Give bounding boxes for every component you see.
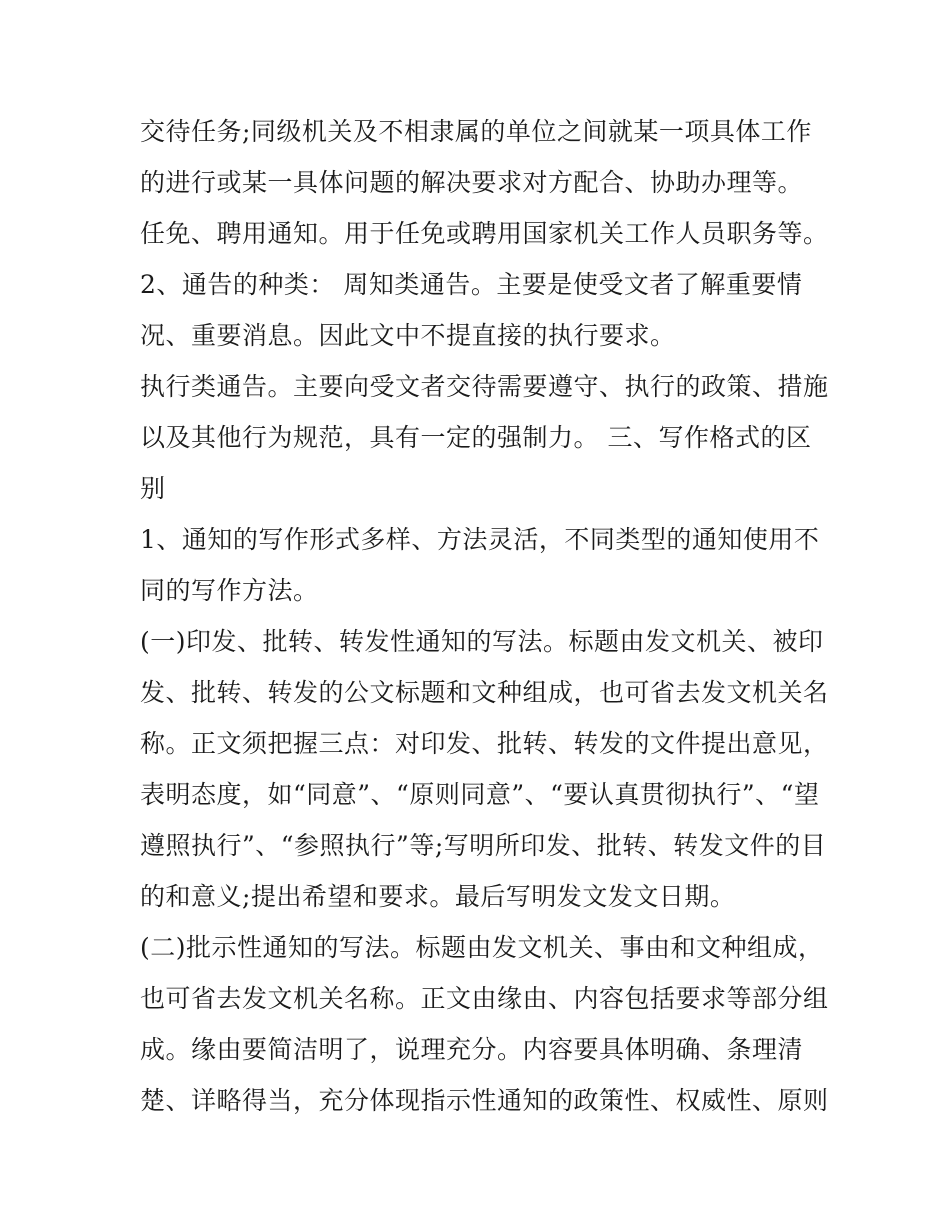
text-line: 的进行或某一具体问题的解决要求对方配合、协助办理等。 [140,168,804,197]
text-line: 表明态度，如“同意”、“原则同意”、“要认真贯彻执行”、“望 [140,780,820,809]
text-line: 任免、聘用通知。用于任免或聘用国家机关工作人员职务等。 [140,219,829,248]
text-line: 1、通知的写作形式多样、方法灵活，不同类型的通知使用不 [140,525,820,554]
text-line: 况、重要消息。因此文中不提直接的执行要求。 [140,321,676,350]
text-line: (二)批示性通知的写法。标题由发文机关、事由和文种组成， [140,933,824,962]
text-line: 也可省去发文机关名称。正文由缘由、内容包括要求等部分组 [140,984,829,1013]
text-line: (一)印发、批转、转发性通知的写法。标题由发文机关、被印 [140,627,824,656]
text-line: 别 [140,474,166,503]
text-line: 交待任务;同级机关及不相隶属的单位之间就某一项具体工作 [140,117,812,146]
text-line: 称。正文须把握三点：对印发、批转、转发的文件提出意见， [140,729,829,758]
text-line: 同的写作方法。 [140,576,319,605]
text-line: 执行类通告。主要向受文者交待需要遵守、执行的政策、措施 [140,372,829,401]
text-line: 楚、详略得当，充分体现指示性通知的政策性、权威性、原则 [140,1086,829,1115]
text-line: 2、通告的种类： 周知类通告。主要是使受文者了解重要情 [140,270,803,299]
text-line: 发、批转、转发的公文标题和文种组成，也可省去发文机关名 [140,678,829,707]
text-line: 以及其他行为规范，具有一定的强制力。 三、写作格式的区 [140,423,812,452]
text-line: 的和意义;提出希望和要求。最后写明发文发文日期。 [140,882,736,911]
body-text [140,106,830,1126]
text-line: 遵照执行”、“参照执行”等;写明所印发、批转、转发文件的目 [140,831,827,860]
text-line: 成。缘由要简洁明了，说理充分。内容要具体明确、条理清 [140,1035,804,1064]
